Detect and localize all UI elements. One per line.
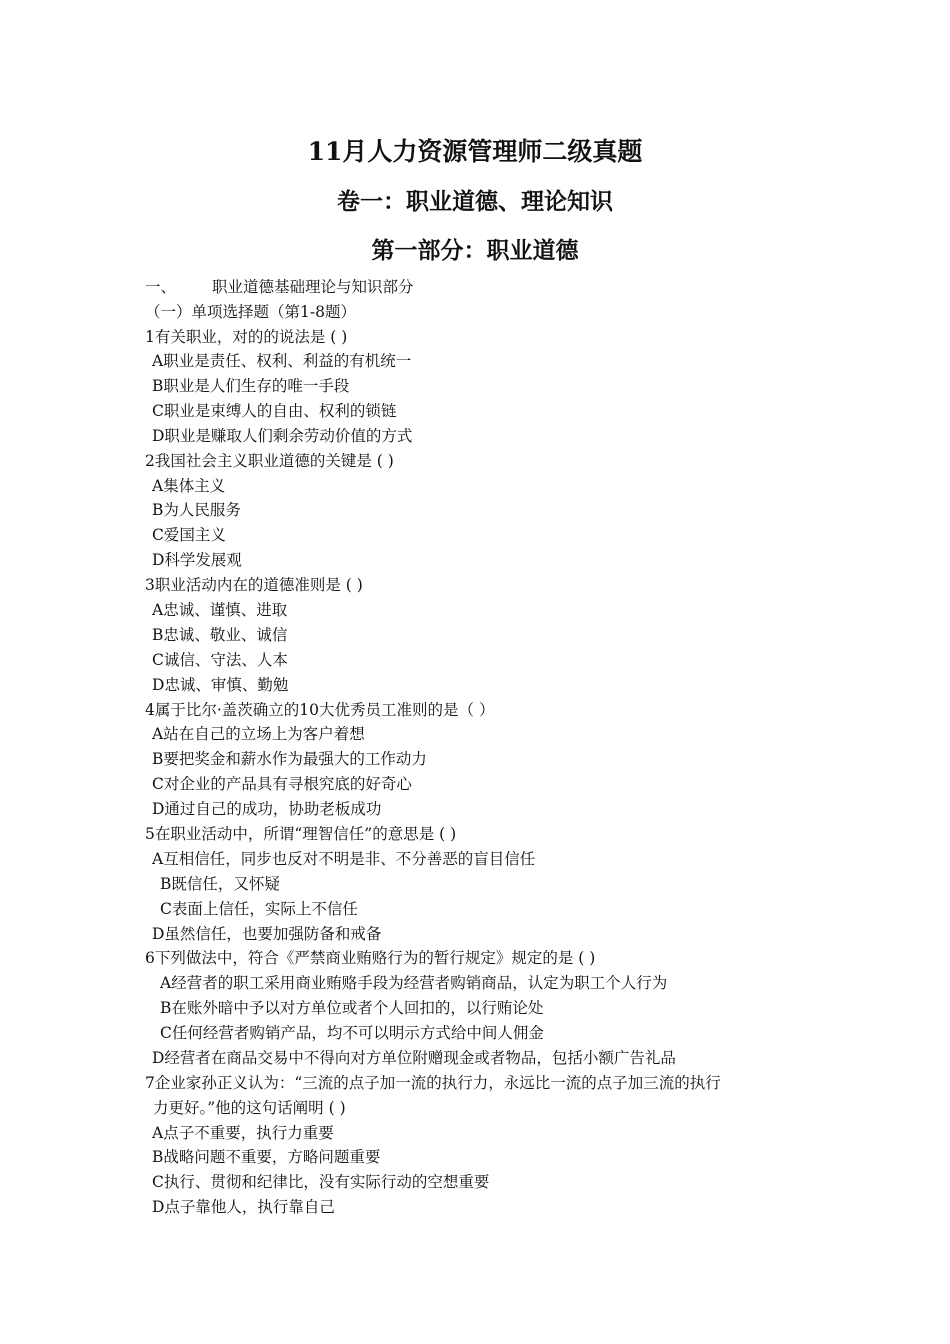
- option-c: C任何经营者购销产品，均不可以明示方式给中间人佣金: [160, 1024, 544, 1042]
- option-c: C表面上信任，实际上不信任: [160, 900, 358, 918]
- option-a: A互相信任，同步也反对不明是非、不分善恶的盲目信任: [152, 850, 536, 868]
- option-c: C执行、贯彻和纪律比，没有实际行动的空想重要: [152, 1173, 490, 1191]
- option-c: C诚信、守法、人本: [152, 651, 288, 669]
- document-title: 11月人力资源管理师二级真题: [307, 137, 643, 166]
- question-stem: 7企业家孙正义认为：“三流的点子加一流的执行力，永远比一流的点子加三流的执行: [145, 1074, 721, 1092]
- option-d: D科学发展观: [152, 551, 242, 569]
- option-b: B职业是人们生存的唯一手段: [152, 377, 350, 395]
- question-stem: 1有关职业，对的的说法是 ( ): [145, 328, 348, 346]
- option-b: B在账外暗中予以对方单位或者个人回扣的，以行贿论处: [160, 999, 544, 1017]
- option-d: D通过自己的成功，协助老板成功: [152, 800, 382, 818]
- option-a: A点子不重要，执行力重要: [152, 1124, 334, 1142]
- option-b: B忠诚、敬业、诚信: [152, 626, 288, 644]
- option-b: B战略问题不重要，方略问题重要: [152, 1148, 381, 1166]
- section-title: 职业道德基础理论与知识部分: [212, 278, 414, 296]
- question-stem: 3职业活动内在的道德准则是 ( ): [145, 576, 363, 594]
- option-b: B要把奖金和薪水作为最强大的工作动力: [152, 750, 427, 768]
- option-c: C爱国主义: [152, 526, 226, 544]
- option-a: A经营者的职工采用商业贿赂手段为经营者购销商品，认定为职工个人行为: [160, 974, 668, 992]
- question-stem: 4属于比尔·盖茨确立的10大优秀员工准则的是（ ）: [145, 701, 495, 719]
- part-heading: 第一部分：职业道德: [371, 237, 579, 264]
- option-d: D经营者在商品交易中不得向对方单位附赠现金或者物品，包括小额广告礼品: [152, 1049, 676, 1067]
- question-stem: 5在职业活动中，所谓“理智信任”的意思是 ( ): [145, 825, 457, 843]
- option-c: C职业是束缚人的自由、权利的锁链: [152, 402, 397, 420]
- option-a: A集体主义: [152, 477, 226, 495]
- option-a: A职业是责任、权利、利益的有机统一: [152, 352, 412, 370]
- option-a: A站在自己的立场上为客户着想: [152, 725, 365, 743]
- question-stem: 2我国社会主义职业道德的关键是 ( ): [145, 452, 394, 470]
- option-b: B为人民服务: [152, 501, 241, 519]
- question-stem: 6下列做法中，符合《严禁商业贿赂行为的暂行规定》规定的是 ( ): [145, 949, 596, 967]
- option-b: B既信任，又怀疑: [160, 875, 280, 893]
- option-d: D职业是赚取人们剩余劳动价值的方式: [152, 427, 413, 445]
- option-d: D虽然信任，也要加强防备和戒备: [152, 925, 382, 943]
- subsection-title: （一）单项选择题（第1-8题）: [145, 303, 356, 321]
- volume-heading: 卷一：职业道德、理论知识: [337, 188, 613, 215]
- question-stem-continued: 力更好。”他的这句话阐明 ( ): [153, 1099, 346, 1117]
- option-d: D忠诚、审慎、勤勉: [152, 676, 289, 694]
- option-d: D点子靠他人，执行靠自己: [152, 1198, 335, 1216]
- option-a: A忠诚、谨慎、进取: [152, 601, 288, 619]
- section-number: 一、: [145, 278, 177, 296]
- option-c: C对企业的产品具有寻根究底的好奇心: [152, 775, 412, 793]
